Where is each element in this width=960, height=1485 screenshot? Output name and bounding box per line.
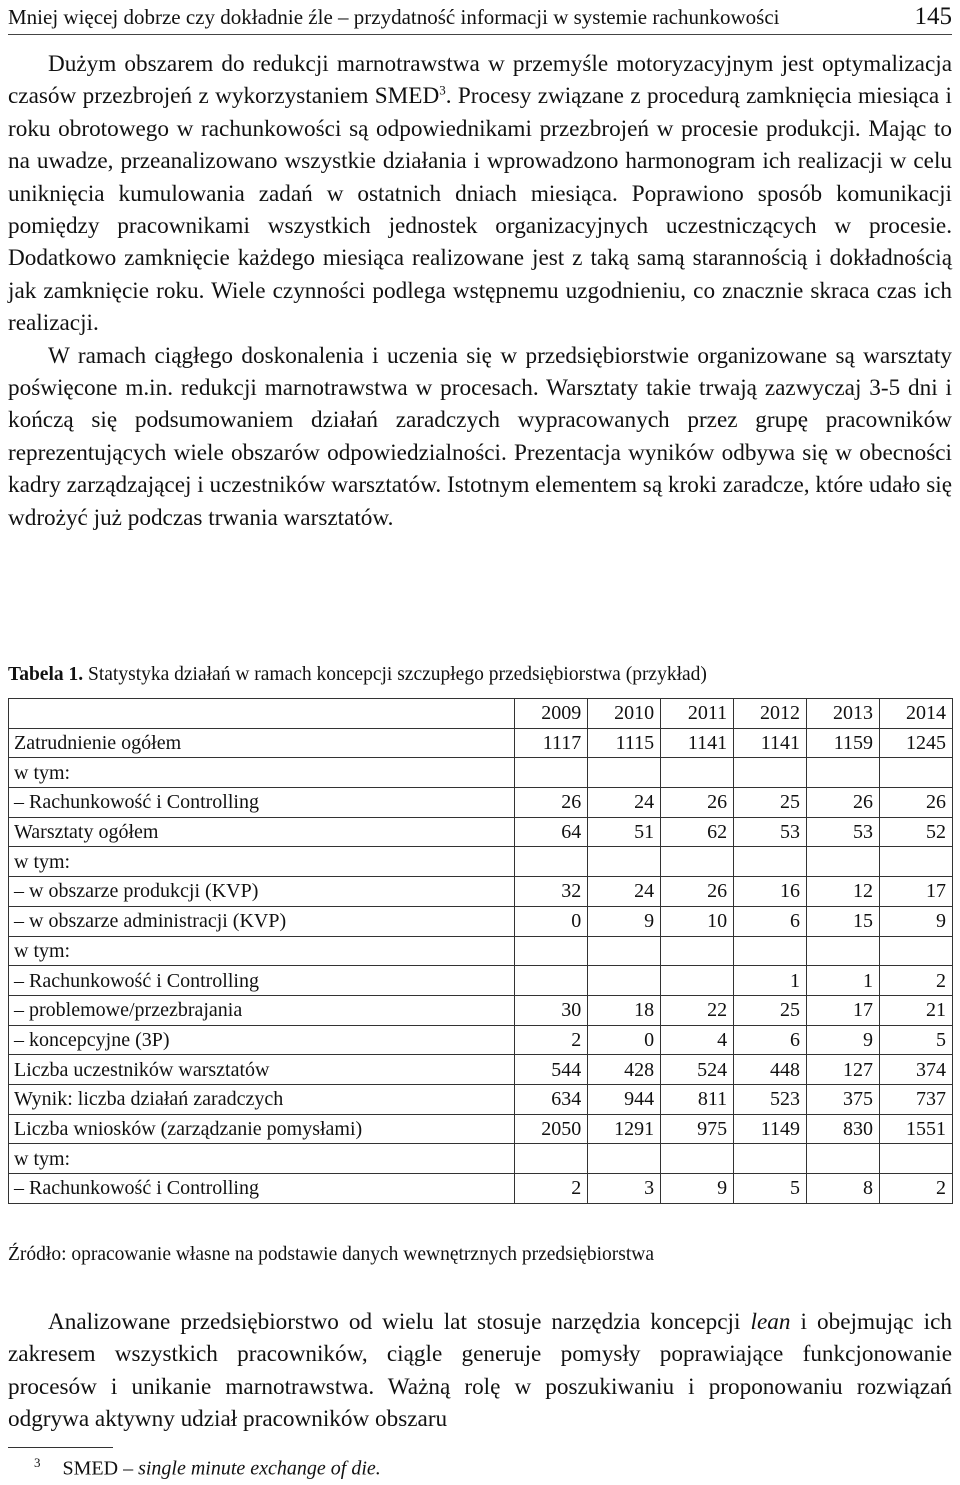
- value-cell: 26: [661, 788, 734, 818]
- footnote-rule: [8, 1447, 113, 1448]
- value-cell: 6: [734, 906, 807, 936]
- value-cell: 374: [879, 1055, 952, 1085]
- value-cell: 26: [515, 788, 588, 818]
- value-cell: 0: [515, 906, 588, 936]
- year-header: 2009: [515, 699, 588, 729]
- row-label: Wynik: liczba działań zaradczych: [9, 1084, 515, 1114]
- value-cell: 1: [807, 966, 880, 996]
- value-cell: [807, 936, 880, 966]
- body-text-top: [8, 48, 952, 534]
- table-row: [9, 847, 953, 877]
- value-cell: [515, 936, 588, 966]
- value-cell: 1551: [879, 1114, 952, 1144]
- value-cell: 53: [734, 817, 807, 847]
- value-cell: 737: [879, 1084, 952, 1114]
- row-label: Liczba wniosków (zarządzanie pomysłami): [9, 1114, 515, 1144]
- table-caption: [8, 664, 707, 686]
- value-cell: [661, 966, 734, 996]
- value-cell: 523: [734, 1084, 807, 1114]
- header-blank-cell: [9, 699, 515, 729]
- value-cell: 5: [879, 1025, 952, 1055]
- table-row: [9, 1084, 953, 1114]
- row-label: – Rachunkowość i Controlling: [9, 1174, 515, 1204]
- value-cell: 5: [734, 1174, 807, 1204]
- table-source: Źródło: opracowanie własne na podstawie danych wewnętrznych przedsiębiorstwa: [8, 1244, 654, 1265]
- year-header: 2010: [588, 699, 661, 729]
- table-header-row: [9, 699, 953, 729]
- value-cell: 4: [661, 1025, 734, 1055]
- row-label: w tym:: [9, 847, 515, 877]
- paragraph-3-italic: lean: [750, 1309, 791, 1335]
- value-cell: [807, 847, 880, 877]
- table-row: [9, 788, 953, 818]
- value-cell: 17: [879, 877, 952, 907]
- statistics-table: [8, 698, 953, 1204]
- value-cell: 3: [588, 1174, 661, 1204]
- value-cell: [588, 758, 661, 788]
- value-cell: [588, 847, 661, 877]
- value-cell: [588, 1144, 661, 1174]
- table-row: [9, 1114, 953, 1144]
- body-text-bottom: [8, 1306, 952, 1436]
- paragraph-1-part-b: . Procesy związane z procedurą zamknięcia miesiąca i roku obrotowego w rachunkowości są odpowiednikami przezbrojeń w procesie produkcji. Mając to na uwadze, przeanalizowano wszystkie działania i wprowadzono harmonogram ich realizacji w celu uniknięcia kumulowania zadań w ostatnich dniach miesiąca. Poprawiono sposób komunikacji pomiędzy pracownikami wszystkich jednostek organizacyjnych uczestniczących w procesie. Dodatkowo zamknięcie każdego miesiąca realizowane jest z taką samą starannością i dokładnością jak zamknięcie roku. Wiele czynności podlega wstępnemu uzgodnieniu, co znacznie skraca czas ich realizacji.: [8, 83, 952, 337]
- value-cell: 15: [807, 906, 880, 936]
- value-cell: 1: [734, 966, 807, 996]
- value-cell: 6: [734, 1025, 807, 1055]
- year-header: 2013: [807, 699, 880, 729]
- value-cell: 1115: [588, 728, 661, 758]
- value-cell: 1291: [588, 1114, 661, 1144]
- value-cell: 24: [588, 877, 661, 907]
- value-cell: 62: [661, 817, 734, 847]
- value-cell: 2: [515, 1174, 588, 1204]
- value-cell: 51: [588, 817, 661, 847]
- value-cell: 18: [588, 995, 661, 1025]
- value-cell: 428: [588, 1055, 661, 1085]
- value-cell: [807, 1144, 880, 1174]
- footnote-number: 3: [34, 1455, 41, 1470]
- value-cell: 944: [588, 1084, 661, 1114]
- paragraph-3-part-a: Analizowane przedsiębiorstwo od wielu lat stosuje narzędzia koncepcji: [48, 1309, 751, 1335]
- row-label: w tym:: [9, 1144, 515, 1174]
- value-cell: 25: [734, 995, 807, 1025]
- table-row: [9, 758, 953, 788]
- value-cell: 52: [879, 817, 952, 847]
- value-cell: 448: [734, 1055, 807, 1085]
- value-cell: 9: [807, 1025, 880, 1055]
- value-cell: [734, 847, 807, 877]
- value-cell: [588, 966, 661, 996]
- paragraph-2: W ramach ciągłego doskonalenia i uczenia się w przedsiębiorstwie organizowane są warsztaty poświęcone m.in. redukcji marnotrawstwa w procesach. Warsztaty takie trwają zazwyczaj 3-5 dni i kończą się podsumowaniem działań zaradczych wypracowanych przez grupę pracowników reprezentujących wiele obszarów odpowiedzialności. Prezentacja wyników odbywa się w obecności kadry zarządzającej i uczestników warsztatów. Istotnym elementem są kroki zaradcze, które udało się wdrożyć już podczas trwania warsztatów.: [8, 342, 952, 531]
- value-cell: 1141: [661, 728, 734, 758]
- table-row: [9, 1025, 953, 1055]
- value-cell: 30: [515, 995, 588, 1025]
- value-cell: [661, 936, 734, 966]
- table-row: [9, 966, 953, 996]
- value-cell: [515, 1144, 588, 1174]
- value-cell: [734, 1144, 807, 1174]
- value-cell: 127: [807, 1055, 880, 1085]
- value-cell: 21: [879, 995, 952, 1025]
- footnote-term: SMED –: [62, 1457, 139, 1480]
- header-title: Mniej więcej dobrze czy dokładnie źle – przydatność informacji w systemie rachunkowości: [8, 4, 780, 29]
- value-cell: 2: [879, 1174, 952, 1204]
- value-cell: [879, 1144, 952, 1174]
- value-cell: 24: [588, 788, 661, 818]
- row-label: Warsztaty ogółem: [9, 817, 515, 847]
- table-row: [9, 936, 953, 966]
- value-cell: 0: [588, 1025, 661, 1055]
- table-caption-text: Statystyka działań w ramach koncepcji szczupłego przedsiębiorstwa (przykład): [83, 664, 707, 685]
- value-cell: 524: [661, 1055, 734, 1085]
- value-cell: [879, 936, 952, 966]
- row-label: – Rachunkowość i Controlling: [9, 788, 515, 818]
- value-cell: [515, 758, 588, 788]
- row-label: w tym:: [9, 758, 515, 788]
- value-cell: [734, 758, 807, 788]
- value-cell: 64: [515, 817, 588, 847]
- value-cell: [807, 758, 880, 788]
- value-cell: 9: [588, 906, 661, 936]
- value-cell: 1149: [734, 1114, 807, 1144]
- table-row: [9, 728, 953, 758]
- paragraph-1: [8, 48, 952, 340]
- row-label: – w obszarze produkcji (KVP): [9, 877, 515, 907]
- value-cell: [515, 966, 588, 996]
- value-cell: [879, 758, 952, 788]
- value-cell: 26: [879, 788, 952, 818]
- row-label: Zatrudnienie ogółem: [9, 728, 515, 758]
- value-cell: 8: [807, 1174, 880, 1204]
- year-header: 2012: [734, 699, 807, 729]
- value-cell: 10: [661, 906, 734, 936]
- row-label: w tym:: [9, 936, 515, 966]
- value-cell: 2050: [515, 1114, 588, 1144]
- value-cell: 9: [661, 1174, 734, 1204]
- value-cell: 975: [661, 1114, 734, 1144]
- row-label: – Rachunkowość i Controlling: [9, 966, 515, 996]
- value-cell: 634: [515, 1084, 588, 1114]
- paragraph-3: [8, 1306, 952, 1436]
- value-cell: 22: [661, 995, 734, 1025]
- running-header: [8, 0, 952, 35]
- value-cell: 544: [515, 1055, 588, 1085]
- value-cell: [515, 847, 588, 877]
- table-row: [9, 1174, 953, 1204]
- value-cell: 1141: [734, 728, 807, 758]
- row-label: Liczba uczestników warsztatów: [9, 1055, 515, 1085]
- value-cell: [661, 758, 734, 788]
- table-row: [9, 1055, 953, 1085]
- value-cell: 17: [807, 995, 880, 1025]
- value-cell: [734, 936, 807, 966]
- value-cell: 2: [515, 1025, 588, 1055]
- value-cell: 811: [661, 1084, 734, 1114]
- table-caption-label: Tabela 1.: [8, 664, 84, 685]
- row-label: – w obszarze administracji (KVP): [9, 906, 515, 936]
- value-cell: 12: [807, 877, 880, 907]
- value-cell: 53: [807, 817, 880, 847]
- table-row: [9, 877, 953, 907]
- footnote-definition: single minute exchange of die.: [138, 1457, 381, 1480]
- value-cell: 1159: [807, 728, 880, 758]
- value-cell: 26: [807, 788, 880, 818]
- value-cell: [661, 847, 734, 877]
- table-row: [9, 1144, 953, 1174]
- row-label: – problemowe/przezbrajania: [9, 995, 515, 1025]
- footnote: [8, 1455, 381, 1481]
- value-cell: [588, 936, 661, 966]
- value-cell: 375: [807, 1084, 880, 1114]
- value-cell: 26: [661, 877, 734, 907]
- value-cell: 1117: [515, 728, 588, 758]
- value-cell: 1245: [879, 728, 952, 758]
- row-label: – koncepcyjne (3P): [9, 1025, 515, 1055]
- table-row: [9, 995, 953, 1025]
- value-cell: 9: [879, 906, 952, 936]
- value-cell: 16: [734, 877, 807, 907]
- value-cell: [879, 847, 952, 877]
- footnote-ref: 3: [439, 82, 446, 98]
- value-cell: 2: [879, 966, 952, 996]
- table-row: [9, 906, 953, 936]
- year-header: 2011: [661, 699, 734, 729]
- page-number: 145: [914, 3, 952, 30]
- value-cell: [661, 1144, 734, 1174]
- value-cell: 830: [807, 1114, 880, 1144]
- table-row: [9, 817, 953, 847]
- value-cell: 32: [515, 877, 588, 907]
- year-header: 2014: [879, 699, 952, 729]
- value-cell: 25: [734, 788, 807, 818]
- paragraph-1-part-a: Dużym obszarem do redukcji marnotrawstwa w przemyśle motoryzacyjnym jest optymalizacja czasów przezbrojeń z wykorzystaniem SMED: [8, 51, 952, 110]
- paragraph-3-part-b: i obejmując ich zakresem wszystkich pracowników, ciągle generuje pomysły poprawiające funkcjonowanie procesów i unikanie marnotrawstwa. Ważną rolę w poszukiwaniu i proponowaniu rozwiązań odgrywa aktywny udział pracowników obszaru: [8, 1309, 952, 1433]
